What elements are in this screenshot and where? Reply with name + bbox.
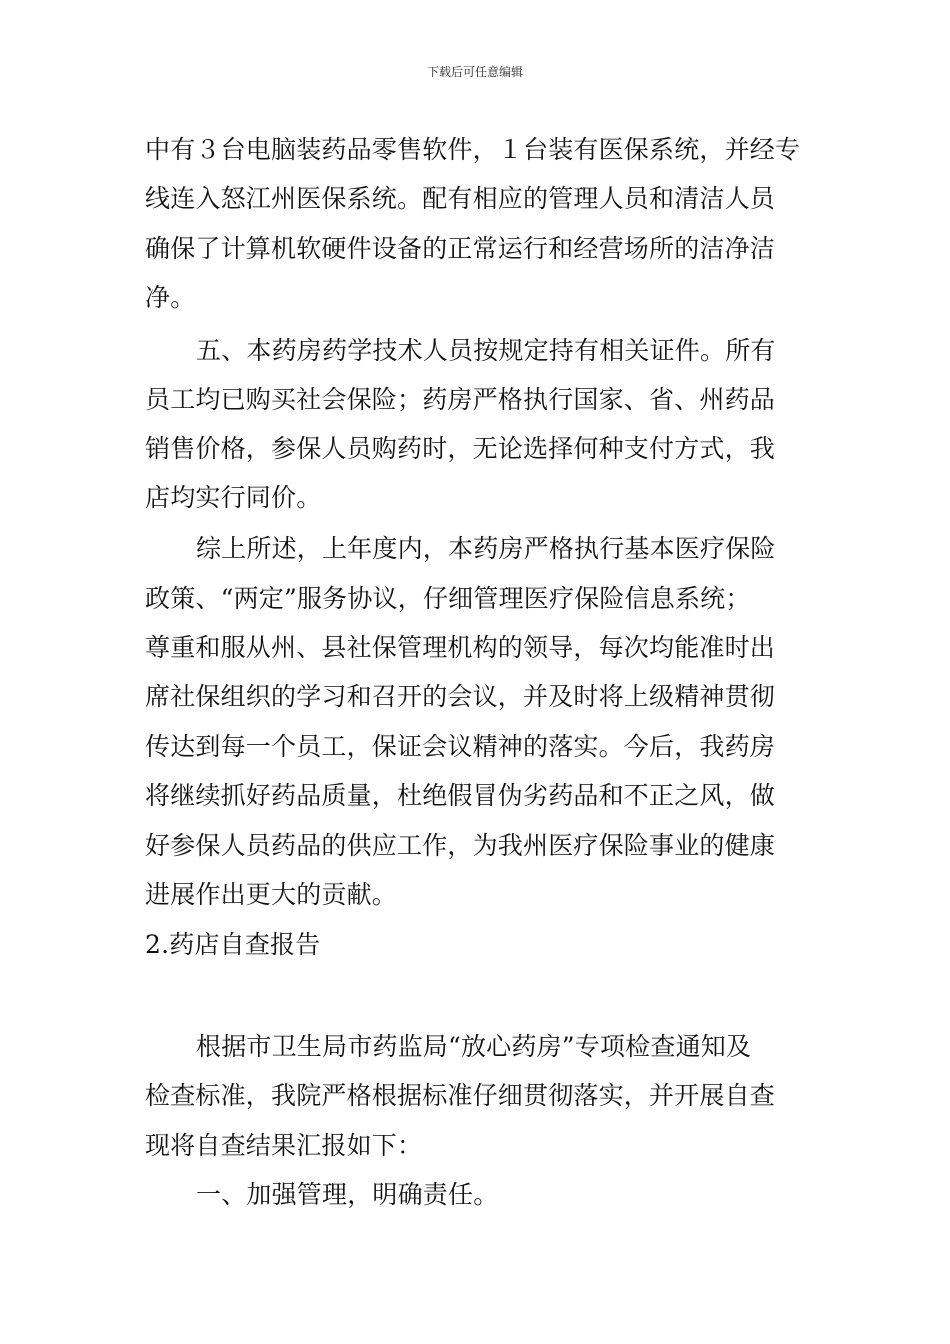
paragraph-start-line: 根据市卫生局市药监局“放心药房”专项检查通知及: [196, 1032, 752, 1061]
body-line: 销售价格，参保人员购药时，无论选择何种支付方式，我: [145, 434, 776, 463]
paragraph-start-line: 综上所述，上年度内，本药房严格执行基本医疗保险: [196, 534, 776, 563]
body-line: 线连入怒江州医保系统。配有相应的管理人员和清洁人员: [145, 184, 776, 213]
body-line: 尊重和服从州、县社保管理机构的领导，每次均能准时出: [145, 633, 776, 662]
body-line: 政策、“两定”服务协议，仔细管理医疗保险信息系统；: [145, 584, 751, 613]
body-line: 检查标准，我院严格根据标准仔细贯彻落实，并开展自查: [145, 1081, 776, 1110]
body-line: 店均实行同价。: [145, 483, 322, 512]
body-line: 席社保组织的学习和召开的会议，并及时将上级精神贯彻: [145, 682, 776, 711]
body-line: 中有３台电脑装药品零售软件，１台装有医保系统，并经专: [145, 135, 801, 164]
body-line: 净。: [145, 283, 196, 312]
body-line: 现将自查结果汇报如下：: [145, 1131, 423, 1160]
page-header: 下载后可任意编辑: [426, 65, 523, 79]
body-line: 将继续抓好药品质量，杜绝假冒伪劣药品和不正之风，做: [145, 781, 776, 810]
section-heading: 2.药店自查报告: [145, 930, 321, 959]
body-line: 进展作出更大的贡献。: [145, 880, 398, 909]
paragraph-start-line: 五、本药房药学技术人员按规定持有相关证件。所有: [196, 336, 776, 365]
body-line: 员工均已购买社会保险；药房严格执行国家、省、州药品: [145, 385, 776, 414]
body-line: 传达到每一个员工，保证会议精神的落实。今后，我药房: [145, 732, 776, 761]
body-line: 确保了计算机软硬件设备的正常运行和经营场所的洁净洁: [145, 234, 776, 263]
body-line: 好参保人员药品的供应工作，为我州医疗保险事业的健康: [145, 831, 776, 860]
paragraph-start-line: 一、加强管理，明确责任。: [196, 1180, 499, 1209]
